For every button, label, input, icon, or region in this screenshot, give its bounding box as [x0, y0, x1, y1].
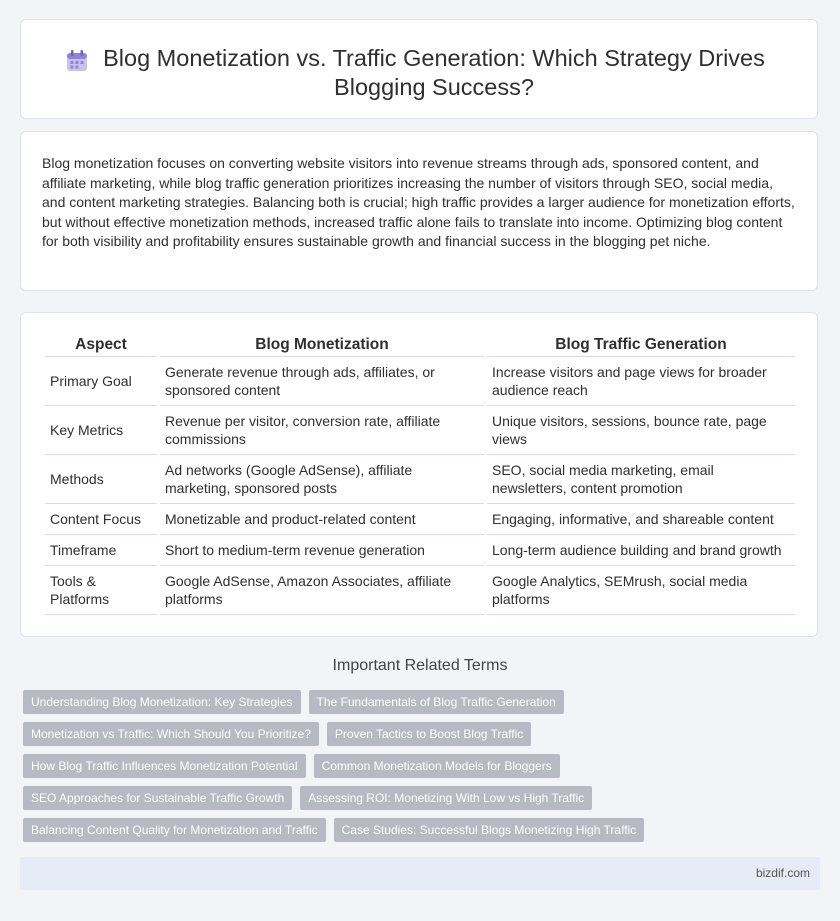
title-card — [20, 19, 818, 119]
related-term-link[interactable]: Assessing ROI: Monetizing With Low vs High Traffic — [300, 786, 592, 810]
comparison-table — [42, 333, 798, 615]
header-aspect: Aspect — [45, 333, 157, 357]
table-row — [45, 455, 795, 504]
table-row — [45, 406, 795, 455]
related-term-link[interactable]: Common Monetization Models for Bloggers — [314, 754, 560, 778]
cell-monetization: Revenue per visitor, conversion rate, affiliate commissions — [160, 406, 484, 455]
cell-monetization: Short to medium-term revenue generation — [160, 535, 484, 566]
intro-paragraph: Blog monetization focuses on converting website visitors into revenue streams through ads, sponsored content, and affiliate marketing, while blog traffic generation prioritizes increasing the number of visitors through SEO, social media, and content marketing strategies. Balancing both is crucial; high traffic provides a larger audience for monetization efforts, but without effective monetization methods, increased traffic alone fails to translate into income. Optimizing blog content for both visibility and profitability ensures sustainable growth and financial success in the blogging pet niche. — [42, 155, 795, 250]
comparison-table-card — [20, 312, 818, 637]
related-term-link[interactable]: SEO Approaches for Sustainable Traffic Growth — [23, 786, 292, 810]
cell-aspect: Methods — [45, 455, 157, 504]
cell-traffic: SEO, social media marketing, email newsletters, content promotion — [487, 455, 795, 504]
cell-monetization: Ad networks (Google AdSense), affiliate marketing, sponsored posts — [160, 455, 484, 504]
footer — [20, 857, 820, 890]
table-row — [45, 535, 795, 566]
related-term-link[interactable]: Case Studies: Successful Blogs Monetizing High Traffic — [334, 818, 645, 842]
cell-monetization: Google AdSense, Amazon Associates, affiliate platforms — [160, 566, 484, 615]
table-row — [45, 566, 795, 615]
cell-aspect: Content Focus — [45, 504, 157, 535]
header-traffic: Blog Traffic Generation — [487, 333, 795, 357]
related-term-link[interactable]: Balancing Content Quality for Monetization and Traffic — [23, 818, 326, 842]
cell-aspect: Tools & Platforms — [45, 566, 157, 615]
table-row — [45, 504, 795, 535]
footer-site-name[interactable]: bizdif.com — [755, 866, 810, 880]
related-term-link[interactable]: Monetization vs Traffic: Which Should You Prioritize? — [23, 722, 319, 746]
table-header-row — [45, 333, 795, 357]
page-title: Blog Monetization vs. Traffic Generation: Which Strategy Drives Blogging Success? — [103, 45, 765, 100]
cell-traffic: Google Analytics, SEMrush, social media platforms — [487, 566, 795, 615]
related-term-link[interactable]: Understanding Blog Monetization: Key Strategies — [23, 690, 301, 714]
header-monetization: Blog Monetization — [160, 333, 484, 357]
table-row — [45, 357, 795, 406]
cell-traffic: Engaging, informative, and shareable content — [487, 504, 795, 535]
related-terms-heading: Important Related Terms — [332, 657, 508, 674]
cell-aspect: Key Metrics — [45, 406, 157, 455]
cell-traffic: Increase visitors and page views for broader audience reach — [487, 357, 795, 406]
cell-aspect: Timeframe — [45, 535, 157, 566]
cell-traffic: Long-term audience building and brand growth — [487, 535, 795, 566]
cell-monetization: Monetizable and product-related content — [160, 504, 484, 535]
cell-traffic: Unique visitors, sessions, bounce rate, page views — [487, 406, 795, 455]
related-term-link[interactable]: Proven Tactics to Boost Blog Traffic — [327, 722, 531, 746]
intro-card — [20, 131, 818, 291]
related-terms-list — [23, 690, 643, 850]
cell-monetization: Generate revenue through ads, affiliates, or sponsored content — [160, 357, 484, 406]
related-term-link[interactable]: The Fundamentals of Blog Traffic Generation — [309, 690, 564, 714]
cell-aspect: Primary Goal — [45, 357, 157, 406]
related-term-link[interactable]: How Blog Traffic Influences Monetization Potential — [23, 754, 306, 778]
